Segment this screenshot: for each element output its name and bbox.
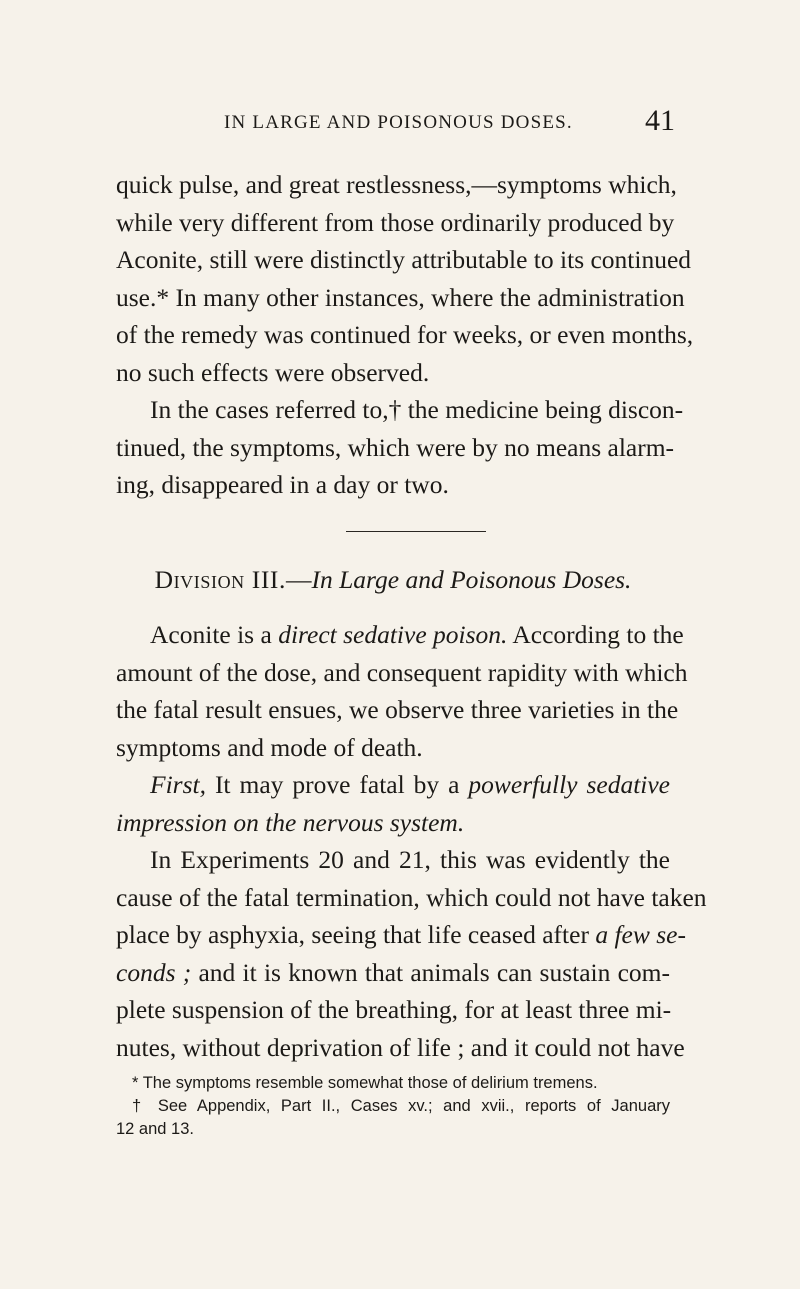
footnote: * The symptoms resemble somewhat those of delirium tremens. <box>132 1074 598 1092</box>
emphasis-text: First, <box>150 770 206 799</box>
text-line: use.* In many other instances, where the administration <box>116 282 685 312</box>
text-line: amount of the dose, and consequent rapidity with which <box>116 657 688 687</box>
text-run: According to the <box>507 620 684 649</box>
text-line: plete suspension of the breathing, for at least three mi- <box>116 995 672 1024</box>
text-run: Aconite is a <box>150 620 279 649</box>
section-divider-rule <box>346 531 486 532</box>
text-run: place by asphyxia, seeing that life ceased after <box>116 920 596 949</box>
emphasis-text: conds ; <box>116 957 192 987</box>
emphasis-text: direct sedative poison. <box>278 620 508 649</box>
text-line: tinued, the symptoms, which were by no means alarm- <box>116 432 675 462</box>
text-line <box>116 954 670 992</box>
text-line: while very different from those ordinarily produced by <box>116 207 675 237</box>
footnotes <box>116 1072 670 1141</box>
text-run: It may prove fatal by a <box>205 770 469 799</box>
running-head-title: IN LARGE AND POISONOUS DOSES. <box>224 112 573 133</box>
text-line: symptoms and mode of death. <box>116 732 423 762</box>
body-text-upper <box>116 166 694 504</box>
text-line: nutes, without deprivation of life ; and it could not have <box>116 1032 685 1062</box>
text-line: ing, disappeared in a day or two. <box>116 470 449 499</box>
division-label: Division III. <box>154 565 286 594</box>
division-heading <box>116 565 670 595</box>
body-text-lower <box>116 616 707 1066</box>
text-run: and it is known that animals can sustain com- <box>191 957 671 987</box>
text-line: In Experiments 20 and 21, this was evidently the <box>150 845 670 874</box>
division-dash: — <box>286 565 312 594</box>
text-line: cause of the fatal termination, which could not have taken <box>116 882 707 912</box>
page-number: 41 <box>645 104 675 137</box>
text-line <box>116 766 670 804</box>
text-line: the fatal result ensues, we observe three varieties in the <box>116 695 679 724</box>
text-line <box>116 804 670 842</box>
text-line: no such effects were observed. <box>116 357 430 387</box>
running-head <box>0 100 800 144</box>
text-line: In the cases referred to,† the medicine being discon- <box>150 395 684 424</box>
text-line: quick pulse, and great restlessness,—symptoms which, <box>116 170 677 199</box>
text-line <box>116 916 686 954</box>
division-title: In Large and Poisonous Doses. <box>311 565 632 594</box>
emphasis-text: a few se- <box>595 920 686 949</box>
footnote: † See Appendix, Part II., Cases xv.; and xvii., reports of January <box>132 1097 670 1115</box>
emphasis-text: powerfully sedative <box>468 770 670 799</box>
text-line: of the remedy was continued for weeks, or even months, <box>116 320 694 349</box>
text-line <box>116 616 684 654</box>
text-line: Aconite, still were distinctly attributable to its continued <box>116 245 692 274</box>
emphasis-text: impression on the nervous system. <box>116 807 465 837</box>
footnote-continuation: 12 and 13. <box>116 1120 194 1138</box>
